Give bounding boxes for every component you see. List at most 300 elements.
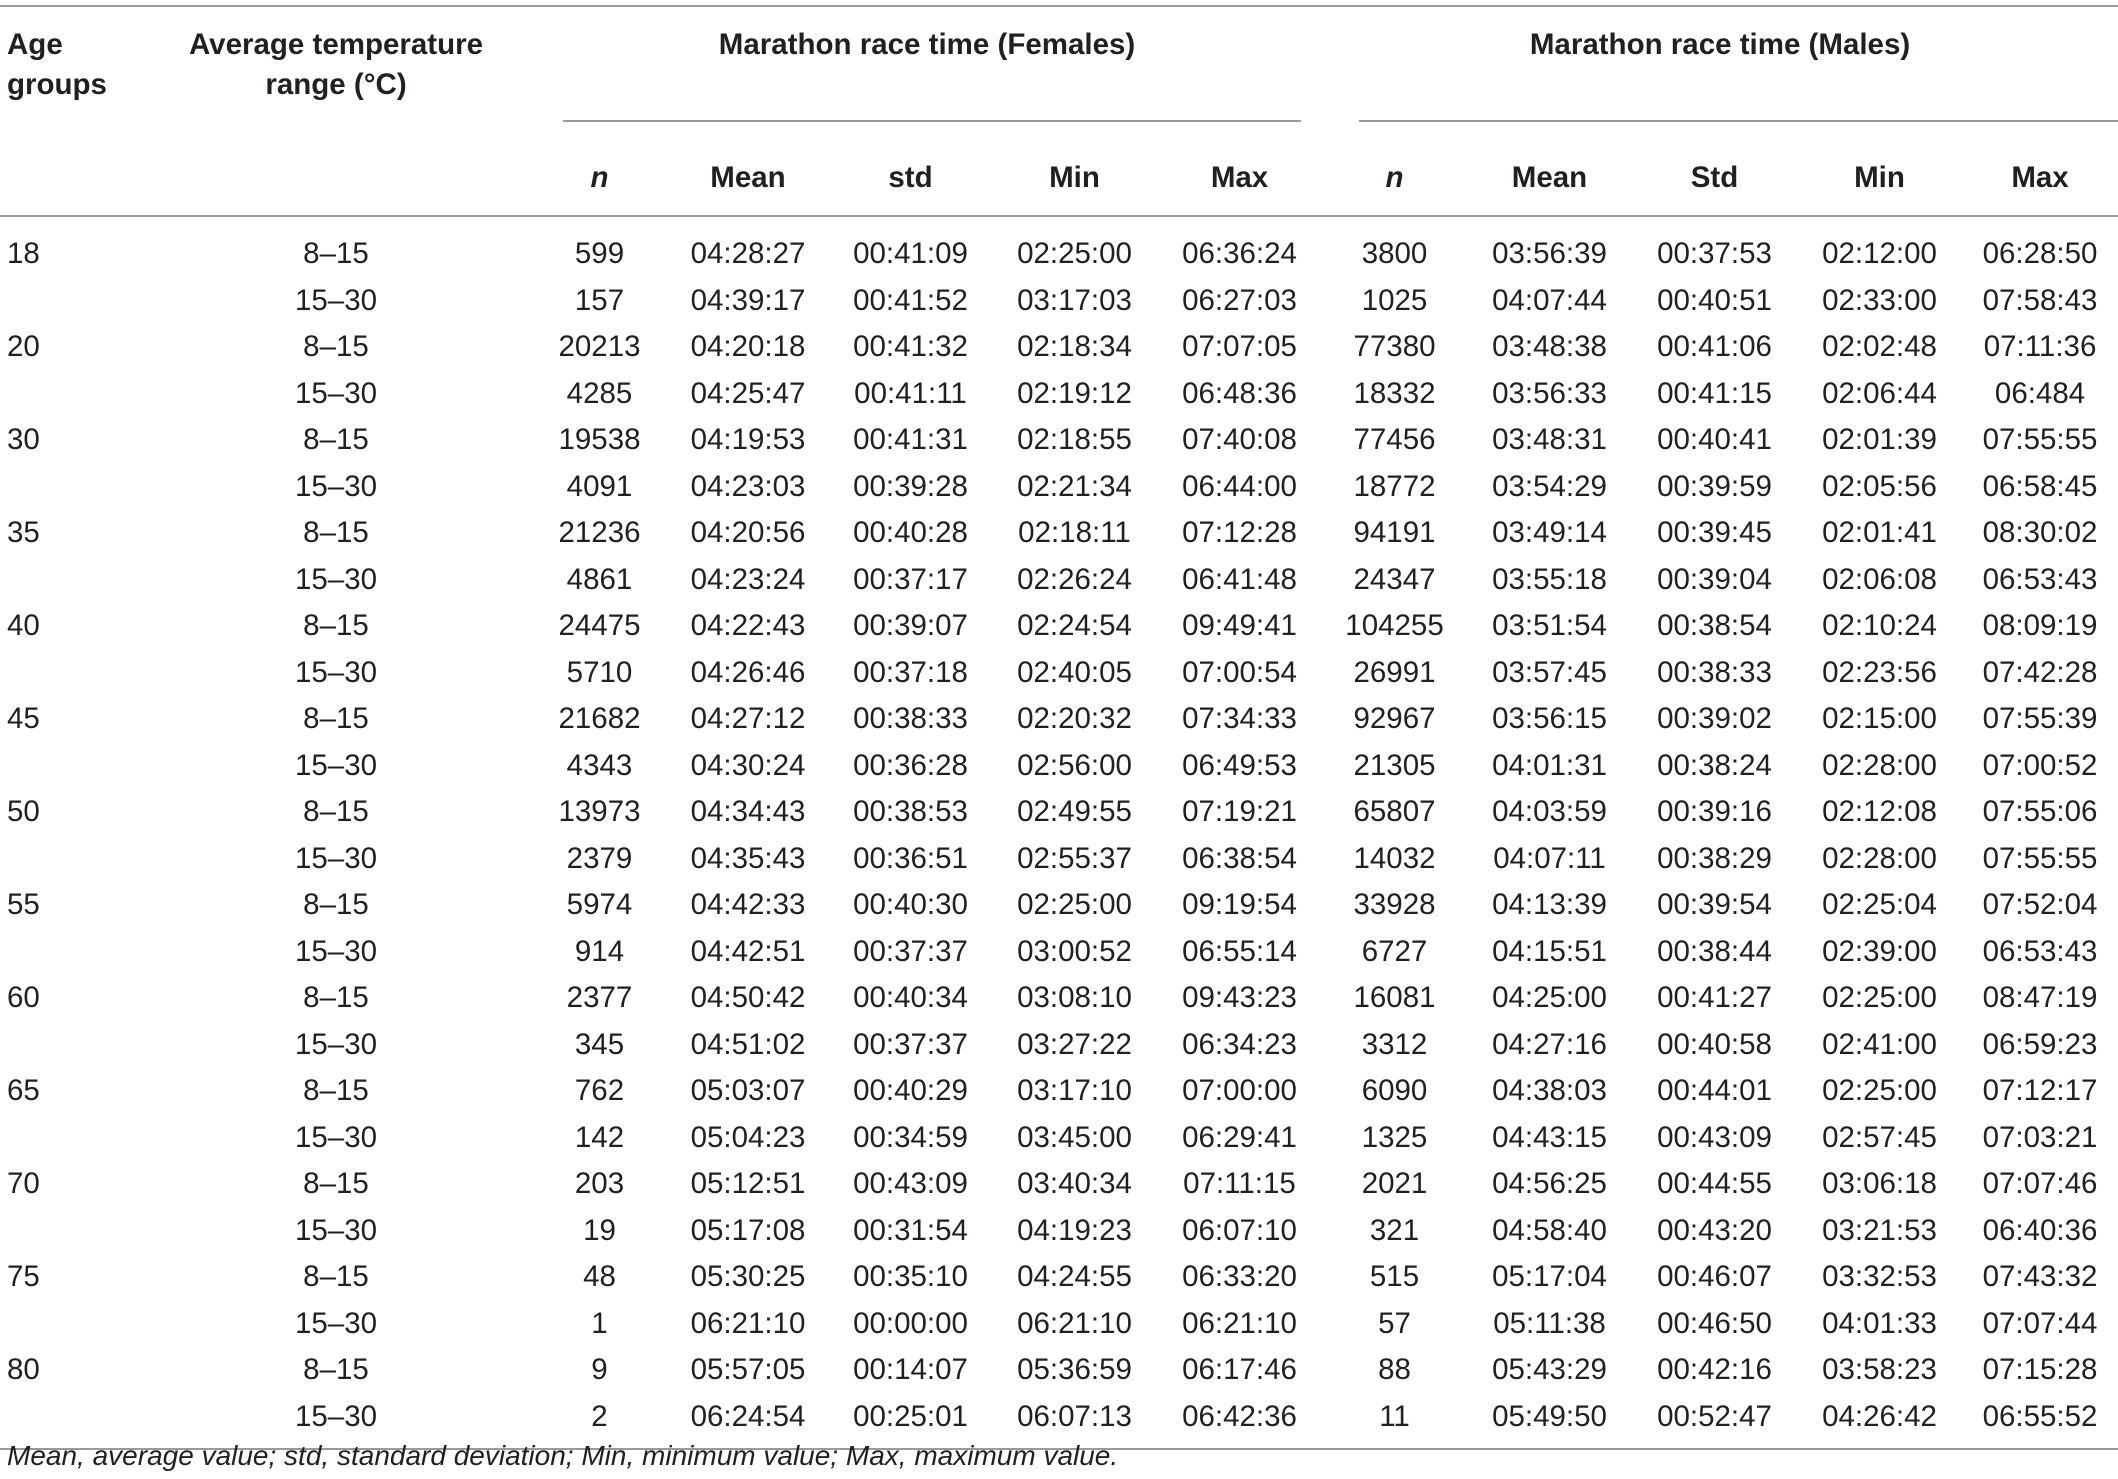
cell-f-max: 09:43:23 bbox=[1182, 981, 1297, 1015]
cell-age-group: 55 bbox=[7, 888, 40, 922]
cell-f-n: 762 bbox=[574, 1074, 625, 1108]
cell-f-n: 48 bbox=[583, 1260, 616, 1294]
cell-f-mean: 04:22:43 bbox=[690, 609, 806, 643]
cell-f-min: 02:21:34 bbox=[1017, 469, 1132, 503]
cell-f-mean: 04:26:46 bbox=[690, 655, 806, 689]
cell-temperature-range: 8–15 bbox=[303, 330, 369, 364]
cell-age-group: 40 bbox=[7, 609, 40, 643]
cell-f-std: 00:00:00 bbox=[853, 1306, 968, 1340]
cell-temperature-range: 8–15 bbox=[303, 237, 369, 271]
cell-f-n: 21236 bbox=[558, 516, 641, 550]
cell-f-max: 06:42:36 bbox=[1182, 1399, 1297, 1433]
table-row bbox=[0, 789, 2118, 836]
cell-f-n: 4285 bbox=[566, 376, 633, 410]
cell-age-group bbox=[0, 650, 140, 697]
cell-f-std: 00:40:29 bbox=[853, 1074, 968, 1108]
cell-m-max: 08:47:19 bbox=[1982, 981, 2098, 1015]
cell-m-std: 00:38:44 bbox=[1657, 934, 1772, 968]
cell-m-n: 3312 bbox=[1361, 1027, 1428, 1061]
cell-m-n: 14032 bbox=[1353, 841, 1436, 875]
cell-f-mean: 05:17:08 bbox=[690, 1213, 806, 1247]
cell-temperature-range: 15–30 bbox=[294, 283, 378, 317]
header-f-std: std bbox=[888, 161, 933, 194]
cell-m-n: 24347 bbox=[1353, 562, 1436, 596]
cell-f-mean: 04:28:27 bbox=[690, 237, 806, 271]
cell-m-n: 26991 bbox=[1353, 655, 1436, 689]
header-m-std: Std bbox=[1690, 161, 1739, 194]
cell-f-std: 00:37:37 bbox=[853, 1027, 968, 1061]
cell-f-std: 00:40:28 bbox=[853, 516, 968, 550]
cell-f-mean: 05:03:07 bbox=[690, 1074, 806, 1108]
cell-m-std: 00:39:02 bbox=[1657, 702, 1772, 736]
cell-f-n: 1 bbox=[591, 1306, 608, 1340]
cell-age-group bbox=[0, 1022, 140, 1069]
cell-m-n: 33928 bbox=[1353, 888, 1436, 922]
cell-age-group: 45 bbox=[7, 702, 40, 736]
cell-f-max: 07:00:54 bbox=[1182, 655, 1297, 689]
cell-f-max: 07:34:33 bbox=[1182, 702, 1297, 736]
cell-temperature-range: 15–30 bbox=[294, 1306, 378, 1340]
cell-f-std: 00:37:18 bbox=[853, 655, 968, 689]
cell-m-std: 00:39:59 bbox=[1657, 469, 1772, 503]
cell-temperature-range: 15–30 bbox=[294, 934, 378, 968]
males-group-underline bbox=[1359, 120, 2118, 122]
cell-m-n: 1025 bbox=[1361, 283, 1428, 317]
cell-m-max: 06:40:36 bbox=[1982, 1213, 2098, 1247]
cell-temperature-range: 8–15 bbox=[303, 1167, 369, 1201]
cell-f-max: 06:36:24 bbox=[1182, 237, 1297, 271]
table-row bbox=[0, 696, 2118, 743]
cell-m-std: 00:39:45 bbox=[1657, 516, 1772, 550]
cell-f-max: 06:27:03 bbox=[1182, 283, 1297, 317]
cell-f-max: 06:21:10 bbox=[1182, 1306, 1297, 1340]
cell-m-mean: 03:51:54 bbox=[1492, 609, 1607, 643]
cell-age-group: 60 bbox=[7, 981, 40, 1015]
cell-m-mean: 04:38:03 bbox=[1492, 1074, 1607, 1108]
cell-m-std: 00:38:29 bbox=[1657, 841, 1772, 875]
cell-f-n: 599 bbox=[574, 237, 625, 271]
table-row bbox=[0, 650, 2118, 697]
cell-m-max: 07:55:55 bbox=[1982, 423, 2098, 457]
cell-age-group: 50 bbox=[7, 795, 40, 829]
cell-temperature-range: 15–30 bbox=[294, 1399, 378, 1433]
table-row bbox=[0, 278, 2118, 325]
cell-m-max: 07:43:32 bbox=[1982, 1260, 2098, 1294]
cell-m-n: 104255 bbox=[1345, 609, 1444, 643]
cell-f-max: 06:49:53 bbox=[1182, 748, 1297, 782]
cell-m-n: 21305 bbox=[1353, 748, 1436, 782]
cell-temperature-range: 15–30 bbox=[294, 376, 378, 410]
cell-f-min: 06:07:13 bbox=[1017, 1399, 1132, 1433]
cell-m-std: 00:38:54 bbox=[1657, 609, 1772, 643]
cell-m-n: 18772 bbox=[1353, 469, 1436, 503]
cell-m-max: 07:07:44 bbox=[1982, 1306, 2098, 1340]
cell-f-mean: 04:25:47 bbox=[690, 376, 806, 410]
cell-f-n: 914 bbox=[574, 934, 625, 968]
cell-m-max: 07:15:28 bbox=[1982, 1353, 2098, 1387]
cell-m-max: 06:58:45 bbox=[1982, 469, 2098, 503]
cell-m-mean: 05:11:38 bbox=[1493, 1306, 1606, 1340]
cell-f-n: 4091 bbox=[566, 469, 633, 503]
cell-age-group: 18 bbox=[7, 237, 40, 271]
cell-f-mean: 04:30:24 bbox=[690, 748, 806, 782]
cell-f-mean: 05:12:51 bbox=[690, 1167, 806, 1201]
cell-m-min: 02:10:24 bbox=[1822, 609, 1937, 643]
cell-m-min: 02:25:04 bbox=[1822, 888, 1937, 922]
cell-temperature-range: 8–15 bbox=[303, 981, 369, 1015]
cell-age-group bbox=[0, 836, 140, 883]
cell-f-std: 00:41:31 bbox=[853, 423, 968, 457]
cell-f-max: 09:49:41 bbox=[1182, 609, 1297, 643]
header-m-max: Max bbox=[2011, 161, 2069, 194]
cell-f-std: 00:39:28 bbox=[853, 469, 968, 503]
cell-f-n: 157 bbox=[574, 283, 625, 317]
table-row bbox=[0, 1208, 2118, 1255]
cell-m-std: 00:41:06 bbox=[1657, 330, 1772, 364]
cell-age-group bbox=[0, 278, 140, 325]
cell-m-min: 02:12:00 bbox=[1822, 237, 1937, 271]
cell-age-group bbox=[0, 929, 140, 976]
cell-m-max: 07:58:43 bbox=[1982, 283, 2098, 317]
cell-f-mean: 04:19:53 bbox=[690, 423, 806, 457]
table-row bbox=[0, 371, 2118, 418]
cell-f-min: 05:36:59 bbox=[1017, 1353, 1132, 1387]
cell-age-group: 30 bbox=[7, 423, 40, 457]
cell-m-std: 00:37:53 bbox=[1657, 237, 1772, 271]
cell-temperature-range: 8–15 bbox=[303, 516, 369, 550]
cell-f-n: 203 bbox=[574, 1167, 625, 1201]
header-females-group: Marathon race time (Females) bbox=[532, 6, 1322, 141]
cell-f-max: 07:40:08 bbox=[1182, 423, 1297, 457]
table-header bbox=[0, 6, 2118, 216]
cell-m-max: 06:53:43 bbox=[1982, 934, 2098, 968]
cell-m-max: 07:42:28 bbox=[1982, 655, 2098, 689]
cell-m-n: 92967 bbox=[1353, 702, 1436, 736]
cell-m-mean: 03:55:18 bbox=[1492, 562, 1607, 596]
header-temp-line1: Average temperature bbox=[188, 28, 484, 61]
cell-f-std: 00:36:28 bbox=[853, 748, 968, 782]
cell-m-n: 11 bbox=[1379, 1399, 1410, 1433]
table-row bbox=[0, 929, 2118, 976]
header-f-n: n bbox=[590, 161, 609, 194]
cell-m-max: 07:55:06 bbox=[1982, 795, 2098, 829]
cell-age-group: 75 bbox=[7, 1260, 40, 1294]
cell-f-n: 19538 bbox=[558, 423, 641, 457]
cell-f-mean: 06:24:54 bbox=[690, 1399, 806, 1433]
cell-m-min: 02:06:08 bbox=[1822, 562, 1937, 596]
header-f-max: Max bbox=[1210, 161, 1269, 194]
cell-f-std: 00:37:17 bbox=[853, 562, 968, 596]
cell-m-mean: 04:58:40 bbox=[1492, 1213, 1607, 1247]
marathon-times-table bbox=[0, 5, 2118, 1450]
cell-m-mean: 03:48:38 bbox=[1492, 330, 1607, 364]
cell-m-max: 07:03:21 bbox=[1982, 1120, 2098, 1154]
cell-m-mean: 03:54:29 bbox=[1492, 469, 1607, 503]
cell-m-min: 02:28:00 bbox=[1822, 841, 1937, 875]
cell-f-std: 00:35:10 bbox=[853, 1260, 968, 1294]
cell-m-mean: 05:49:50 bbox=[1492, 1399, 1607, 1433]
cell-f-n: 2377 bbox=[566, 981, 633, 1015]
cell-m-min: 02:57:45 bbox=[1822, 1120, 1937, 1154]
table-row bbox=[0, 882, 2118, 929]
cell-temperature-range: 8–15 bbox=[303, 702, 369, 736]
cell-m-mean: 04:27:16 bbox=[1492, 1027, 1607, 1061]
cell-f-mean: 04:35:43 bbox=[690, 841, 806, 875]
cell-m-max: 08:30:02 bbox=[1982, 516, 2098, 550]
table-row bbox=[0, 836, 2118, 883]
cell-m-max: 07:55:39 bbox=[1982, 702, 2098, 736]
cell-f-min: 04:19:23 bbox=[1017, 1213, 1132, 1247]
cell-m-n: 2021 bbox=[1361, 1167, 1428, 1201]
cell-m-mean: 04:25:00 bbox=[1492, 981, 1607, 1015]
cell-m-mean: 04:56:25 bbox=[1492, 1167, 1607, 1201]
cell-f-min: 02:20:32 bbox=[1017, 702, 1132, 736]
cell-f-min: 03:17:03 bbox=[1017, 283, 1132, 317]
cell-f-min: 03:27:22 bbox=[1017, 1027, 1132, 1061]
cell-f-n: 345 bbox=[574, 1027, 625, 1061]
table-row bbox=[0, 1347, 2118, 1394]
cell-f-max: 07:07:05 bbox=[1182, 330, 1297, 364]
females-group-underline bbox=[563, 120, 1301, 122]
cell-f-n: 5974 bbox=[566, 888, 633, 922]
cell-f-min: 03:17:10 bbox=[1017, 1074, 1132, 1108]
cell-f-std: 00:40:30 bbox=[853, 888, 968, 922]
cell-m-min: 02:15:00 bbox=[1822, 702, 1937, 736]
cell-age-group bbox=[0, 743, 140, 790]
cell-f-min: 02:49:55 bbox=[1017, 795, 1132, 829]
cell-f-std: 00:41:09 bbox=[853, 237, 968, 271]
cell-f-min: 02:18:11 bbox=[1018, 516, 1131, 550]
cell-temperature-range: 15–30 bbox=[294, 841, 378, 875]
cell-f-max: 07:11:15 bbox=[1183, 1167, 1296, 1201]
cell-m-min: 02:39:00 bbox=[1822, 934, 1937, 968]
cell-m-n: 77380 bbox=[1353, 330, 1436, 364]
table-row bbox=[0, 324, 2118, 371]
cell-m-n: 57 bbox=[1378, 1306, 1411, 1340]
header-temperature-range bbox=[140, 6, 532, 216]
cell-f-n: 4343 bbox=[566, 748, 633, 782]
table-row bbox=[0, 1161, 2118, 1208]
cell-f-n: 24475 bbox=[558, 609, 641, 643]
cell-m-std: 00:41:15 bbox=[1657, 376, 1772, 410]
cell-m-max: 06:484 bbox=[1994, 376, 2086, 410]
cell-f-std: 00:14:07 bbox=[853, 1353, 968, 1387]
table-row bbox=[0, 743, 2118, 790]
cell-m-min: 02:01:41 bbox=[1822, 516, 1937, 550]
cell-age-group: 65 bbox=[7, 1074, 40, 1108]
cell-f-n: 20213 bbox=[558, 330, 641, 364]
cell-m-std: 00:40:58 bbox=[1657, 1027, 1772, 1061]
table-row bbox=[0, 1301, 2118, 1348]
cell-f-mean: 04:34:43 bbox=[690, 795, 806, 829]
cell-f-min: 03:08:10 bbox=[1017, 981, 1132, 1015]
header-age-line2: groups bbox=[7, 68, 107, 101]
cell-m-min: 02:28:00 bbox=[1822, 748, 1937, 782]
cell-temperature-range: 8–15 bbox=[303, 423, 369, 457]
cell-f-std: 00:39:07 bbox=[853, 609, 968, 643]
cell-temperature-range: 15–30 bbox=[294, 748, 378, 782]
cell-f-max: 06:55:14 bbox=[1182, 934, 1297, 968]
cell-m-max: 07:00:52 bbox=[1982, 748, 2098, 782]
cell-f-max: 06:48:36 bbox=[1182, 376, 1297, 410]
cell-age-group bbox=[0, 464, 140, 511]
cell-m-mean: 03:49:14 bbox=[1492, 516, 1607, 550]
cell-f-std: 00:25:01 bbox=[853, 1399, 968, 1433]
cell-age-group bbox=[0, 1115, 140, 1162]
cell-f-max: 09:19:54 bbox=[1182, 888, 1297, 922]
cell-f-max: 06:38:54 bbox=[1182, 841, 1297, 875]
cell-m-mean: 03:56:33 bbox=[1492, 376, 1607, 410]
cell-m-min: 03:06:18 bbox=[1822, 1167, 1937, 1201]
cell-f-min: 03:00:52 bbox=[1017, 934, 1132, 968]
cell-f-min: 02:26:24 bbox=[1017, 562, 1132, 596]
cell-m-min: 02:02:48 bbox=[1822, 330, 1937, 364]
cell-m-n: 321 bbox=[1369, 1213, 1420, 1247]
cell-f-max: 06:17:46 bbox=[1182, 1353, 1297, 1387]
cell-f-mean: 04:42:33 bbox=[690, 888, 806, 922]
cell-f-std: 00:31:54 bbox=[853, 1213, 968, 1247]
table-row bbox=[0, 557, 2118, 604]
cell-f-max: 06:29:41 bbox=[1182, 1120, 1297, 1154]
cell-age-group: 70 bbox=[7, 1167, 40, 1201]
cell-m-max: 08:09:19 bbox=[1982, 609, 2098, 643]
table-row bbox=[0, 216, 2118, 278]
cell-temperature-range: 8–15 bbox=[303, 795, 369, 829]
cell-f-max: 06:41:48 bbox=[1182, 562, 1297, 596]
cell-m-min: 04:01:33 bbox=[1822, 1306, 1937, 1340]
cell-age-group bbox=[0, 1301, 140, 1348]
cell-m-min: 02:33:00 bbox=[1822, 283, 1937, 317]
cell-f-mean: 04:27:12 bbox=[690, 702, 806, 736]
cell-m-min: 02:23:56 bbox=[1822, 655, 1937, 689]
cell-f-n: 21682 bbox=[558, 702, 641, 736]
table-body bbox=[0, 216, 2118, 1449]
cell-m-mean: 04:07:11 bbox=[1493, 841, 1606, 875]
cell-m-std: 00:42:16 bbox=[1657, 1353, 1772, 1387]
cell-f-min: 04:24:55 bbox=[1017, 1260, 1132, 1294]
cell-f-std: 00:38:33 bbox=[853, 702, 968, 736]
cell-m-mean: 03:48:31 bbox=[1492, 423, 1607, 457]
cell-f-n: 142 bbox=[574, 1120, 625, 1154]
cell-age-group: 20 bbox=[7, 330, 40, 364]
cell-f-std: 00:41:11 bbox=[854, 376, 967, 410]
cell-temperature-range: 8–15 bbox=[303, 609, 369, 643]
cell-f-n: 19 bbox=[583, 1213, 616, 1247]
cell-age-group: 35 bbox=[7, 516, 40, 550]
header-f-mean: Mean bbox=[710, 161, 786, 194]
cell-f-max: 06:07:10 bbox=[1182, 1213, 1297, 1247]
cell-m-std: 00:39:04 bbox=[1657, 562, 1772, 596]
cell-m-n: 65807 bbox=[1353, 795, 1436, 829]
cell-m-mean: 03:56:15 bbox=[1492, 702, 1607, 736]
cell-m-max: 06:55:52 bbox=[1982, 1399, 2098, 1433]
header-f-min: Min bbox=[1049, 161, 1100, 194]
cell-temperature-range: 15–30 bbox=[294, 655, 378, 689]
cell-m-min: 02:01:39 bbox=[1822, 423, 1937, 457]
cell-f-std: 00:41:52 bbox=[853, 283, 968, 317]
cell-m-std: 00:46:50 bbox=[1657, 1306, 1772, 1340]
table-row bbox=[0, 975, 2118, 1022]
cell-f-max: 07:12:28 bbox=[1182, 516, 1297, 550]
cell-f-min: 06:21:10 bbox=[1017, 1306, 1132, 1340]
cell-f-n: 2 bbox=[591, 1399, 608, 1433]
cell-f-std: 00:38:53 bbox=[853, 795, 968, 829]
cell-f-n: 4861 bbox=[566, 562, 633, 596]
header-m-n: n bbox=[1385, 161, 1404, 194]
cell-m-min: 02:25:00 bbox=[1822, 981, 1937, 1015]
cell-m-std: 00:43:20 bbox=[1657, 1213, 1772, 1247]
cell-m-std: 00:39:16 bbox=[1657, 795, 1772, 829]
cell-m-std: 00:38:24 bbox=[1657, 748, 1772, 782]
cell-m-min: 02:06:44 bbox=[1822, 376, 1937, 410]
header-age-groups bbox=[0, 6, 140, 216]
cell-m-std: 00:52:47 bbox=[1657, 1399, 1772, 1433]
cell-f-n: 2379 bbox=[566, 841, 633, 875]
cell-age-group: 80 bbox=[7, 1353, 40, 1387]
cell-f-mean: 06:21:10 bbox=[690, 1306, 806, 1340]
cell-f-std: 00:41:32 bbox=[853, 330, 968, 364]
cell-f-std: 00:40:34 bbox=[853, 981, 968, 1015]
cell-m-n: 94191 bbox=[1353, 516, 1436, 550]
cell-f-n: 5710 bbox=[566, 655, 633, 689]
cell-temperature-range: 8–15 bbox=[303, 1260, 369, 1294]
cell-f-mean: 04:51:02 bbox=[690, 1027, 806, 1061]
cell-f-std: 00:36:51 bbox=[853, 841, 968, 875]
cell-m-mean: 04:43:15 bbox=[1492, 1120, 1607, 1154]
cell-f-mean: 05:04:23 bbox=[690, 1120, 806, 1154]
cell-m-max: 07:12:17 bbox=[1982, 1074, 2098, 1108]
cell-m-min: 02:41:00 bbox=[1822, 1027, 1937, 1061]
header-m-min: Min bbox=[1854, 161, 1905, 194]
cell-f-min: 02:18:55 bbox=[1017, 423, 1132, 457]
cell-m-n: 18332 bbox=[1353, 376, 1436, 410]
cell-temperature-range: 15–30 bbox=[294, 1213, 378, 1247]
cell-f-mean: 04:42:51 bbox=[690, 934, 806, 968]
cell-f-mean: 05:57:05 bbox=[690, 1353, 806, 1387]
cell-m-max: 07:52:04 bbox=[1982, 888, 2098, 922]
cell-f-min: 02:55:37 bbox=[1017, 841, 1132, 875]
cell-f-std: 00:34:59 bbox=[853, 1120, 968, 1154]
cell-f-min: 02:25:00 bbox=[1017, 237, 1132, 271]
cell-m-n: 88 bbox=[1378, 1353, 1411, 1387]
cell-m-mean: 04:15:51 bbox=[1492, 934, 1607, 968]
cell-f-n: 9 bbox=[591, 1353, 608, 1387]
cell-temperature-range: 15–30 bbox=[294, 1120, 378, 1154]
cell-m-n: 6727 bbox=[1361, 934, 1428, 968]
header-age-line1: Age bbox=[7, 28, 63, 61]
cell-m-std: 00:40:41 bbox=[1657, 423, 1772, 457]
cell-m-min: 03:21:53 bbox=[1822, 1213, 1937, 1247]
cell-f-std: 00:37:37 bbox=[853, 934, 968, 968]
cell-m-mean: 05:17:04 bbox=[1492, 1260, 1607, 1294]
header-m-mean: Mean bbox=[1511, 161, 1588, 194]
cell-m-min: 04:26:42 bbox=[1822, 1399, 1937, 1433]
cell-f-max: 07:19:21 bbox=[1182, 795, 1297, 829]
cell-f-min: 02:19:12 bbox=[1017, 376, 1132, 410]
cell-m-std: 00:46:07 bbox=[1657, 1260, 1772, 1294]
cell-m-n: 77456 bbox=[1353, 423, 1436, 457]
table-row bbox=[0, 1068, 2118, 1115]
table-row bbox=[0, 417, 2118, 464]
cell-temperature-range: 8–15 bbox=[303, 888, 369, 922]
cell-m-std: 00:44:55 bbox=[1657, 1167, 1772, 1201]
cell-f-mean: 04:23:03 bbox=[690, 469, 806, 503]
cell-age-group bbox=[0, 557, 140, 604]
cell-age-group bbox=[0, 371, 140, 418]
cell-age-group bbox=[0, 1208, 140, 1255]
cell-f-max: 07:00:00 bbox=[1182, 1074, 1297, 1108]
cell-m-max: 06:53:43 bbox=[1982, 562, 2098, 596]
